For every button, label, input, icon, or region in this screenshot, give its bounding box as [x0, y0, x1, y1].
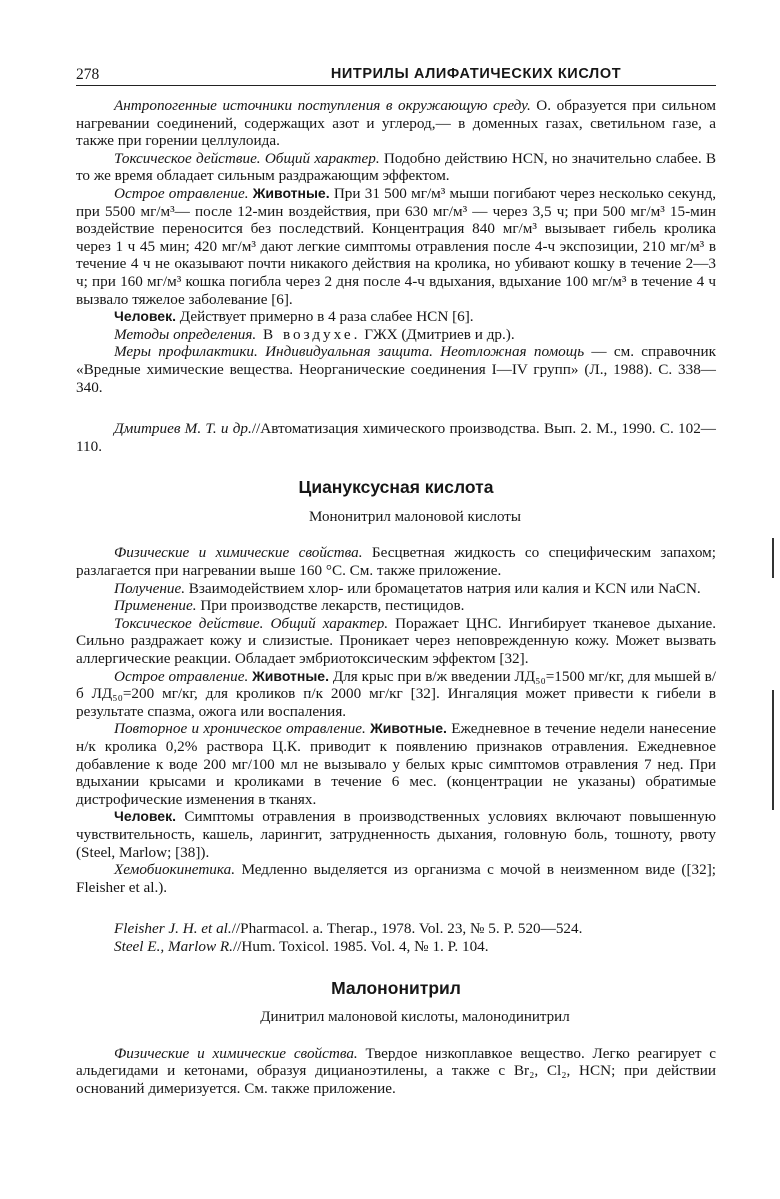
section-subtitle: Динитрил малоновой кислоты, малонодинитрил	[260, 1009, 570, 1026]
running-title: НИТРИЛЫ АЛИФАТИЧЕСКИХ КИСЛОТ	[330, 66, 622, 82]
paragraph-chronic-poisoning: Повторное и хроническое отравление. Животные. Ежедневное в течение недели нанесение н/к кролика 0,2% раствора Ц.К. приводит к появлению признаков отравления. Ежедневное добавление к воде 200 мг/100 мл не вызывало у белых крыс симптомов отравления 7 нед. При вдыхании крысами и кроликами в течение 6 мес. (концентрации не указаны) обратимые дистрофические изменения в тканях.	[76, 720, 716, 808]
paragraph-prevention: Меры профилактики. Индивидуальная защита. Неотложная помощь — см. справочник «Вредные химические вещества. Неорганические соединения I—IV групп» (Л., 1988). С. 338—340.	[76, 343, 716, 396]
section-title-malononitrile: Малононитрил	[331, 977, 461, 998]
page-header	[76, 63, 716, 86]
page-body	[76, 97, 716, 1098]
paragraph-biokinetics: Хемобиокинетика. Медленно выделяется из организма с мочой в неизменном виде ([32]; Fleisher et al.).	[76, 861, 716, 896]
paragraph-human: Человек. Действует примерно в 4 раза слабее HCN [6].	[114, 308, 474, 326]
paragraph-application: Применение. При производстве лекарств, пестицидов.	[114, 597, 465, 615]
margin-mark	[772, 690, 774, 810]
reference: Дмитриев М. Т. и др.//Автоматизация химического производства. Вып. 2. М., 1990. С. 102—110.	[76, 420, 716, 455]
reference: Steel E., Marlow R.//Hum. Toxicol. 1985. Vol. 4, № 1. P. 104.	[114, 937, 489, 955]
paragraph-properties: Физические и химические свойства. Твердое низкоплавкое вещество. Легко реагирует с альдегидами и кетонами, образуя дицианоэтилены, а также с Br₂, Cl₂, HCN; при действии оснований димеризуется. См. также приложение.	[76, 1044, 716, 1097]
section-subtitle: Мононитрил малоновой кислоты	[309, 508, 521, 525]
paragraph-toxic-general: Токсическое действие. Общий характер. Поражает ЦНС. Ингибирует тканевое дыхание. Сильно раздражает кожу и слизистые. Проникает через неповрежденную кожу. Может вызвать аллергические реакции. Обладает эмбриотоксическим эффектом [32].	[76, 614, 716, 668]
section-title-cyanoacetic-acid: Циануксусная кислота	[298, 477, 494, 498]
paragraph-methods: Методы определения. В воздухе. ГЖХ (Дмитриев и др.).	[114, 325, 515, 343]
paragraph-toxic-general: Токсическое действие. Общий характер. Подобно действию HCN, но значительно слабее. В то же время обладает сильным раздражающим эффектом.	[76, 149, 716, 185]
margin-mark	[772, 538, 774, 578]
paragraph-preparation: Получение. Взаимодействием хлор- или бромацетатов натрия или калия и KCN или NaCN.	[114, 579, 701, 597]
paragraph-properties: Физические и химические свойства. Бесцветная жидкость со специфическим запахом; разлагается при нагревании выше 160 °С. См. также приложение.	[76, 544, 716, 580]
paragraph-acute-poisoning: Острое отравление. Животные. При 31 500 мг/м³ мыши погибают через несколько секунд, при 5500 мг/м³— после 12-мин воздействия, при 630 мг/м³ — через 3,5 ч; при 500 мг/м³ 15-мин воздействие переносится без последствий. Концентрация 840 мг/м³ вызывает гибель кролика через 1 ч 45 мин; 420 мг/м³ дают легкие симптомы отравления после 4-ч экспозиции, 210 мг/м³ в течение 4 ч не оказывают почти никакого действия на кролика, но убивают кошку в течение 2—3 ч; при 160 мг/м³ кошка погибла через 2 дня после 4-ч вдыхания, вдыхание 100 мг/м³ в течение 4 ч вызвало тяжелое заболевание [6].	[76, 184, 716, 308]
reference: Fleisher J. H. et al.//Pharmacol. a. Therap., 1978. Vol. 23, № 5. P. 520—524.	[114, 920, 583, 938]
paragraph-sources: Антропогенные источники поступления в окружающую среду. О. образуется при сильном нагревании соединений, содержащих азот и углерод,— в доменных газах, светильном газе, а также при горении целлулоида.	[76, 97, 716, 150]
paragraph-acute-poisoning: Острое отравление. Животные. Для крыс при в/ж введении ЛД₅₀=1500 мг/кг, для мышей в/б ЛД₅₀=200 мг/кг, для кроликов п/к 2000 мг/кг [32]. Ингаляция может привести к гибели в результате спазма, ожога или воспаления.	[76, 667, 717, 720]
paragraph-human: Человек. Симптомы отравления в производственных условиях включают повышенную чувствительность, кашель, ларингит, затрудненность дыхания, головную боль, тошноту, рвоту (Steel, Marlow; [38]).	[76, 808, 716, 861]
page-number: 278	[76, 66, 100, 83]
